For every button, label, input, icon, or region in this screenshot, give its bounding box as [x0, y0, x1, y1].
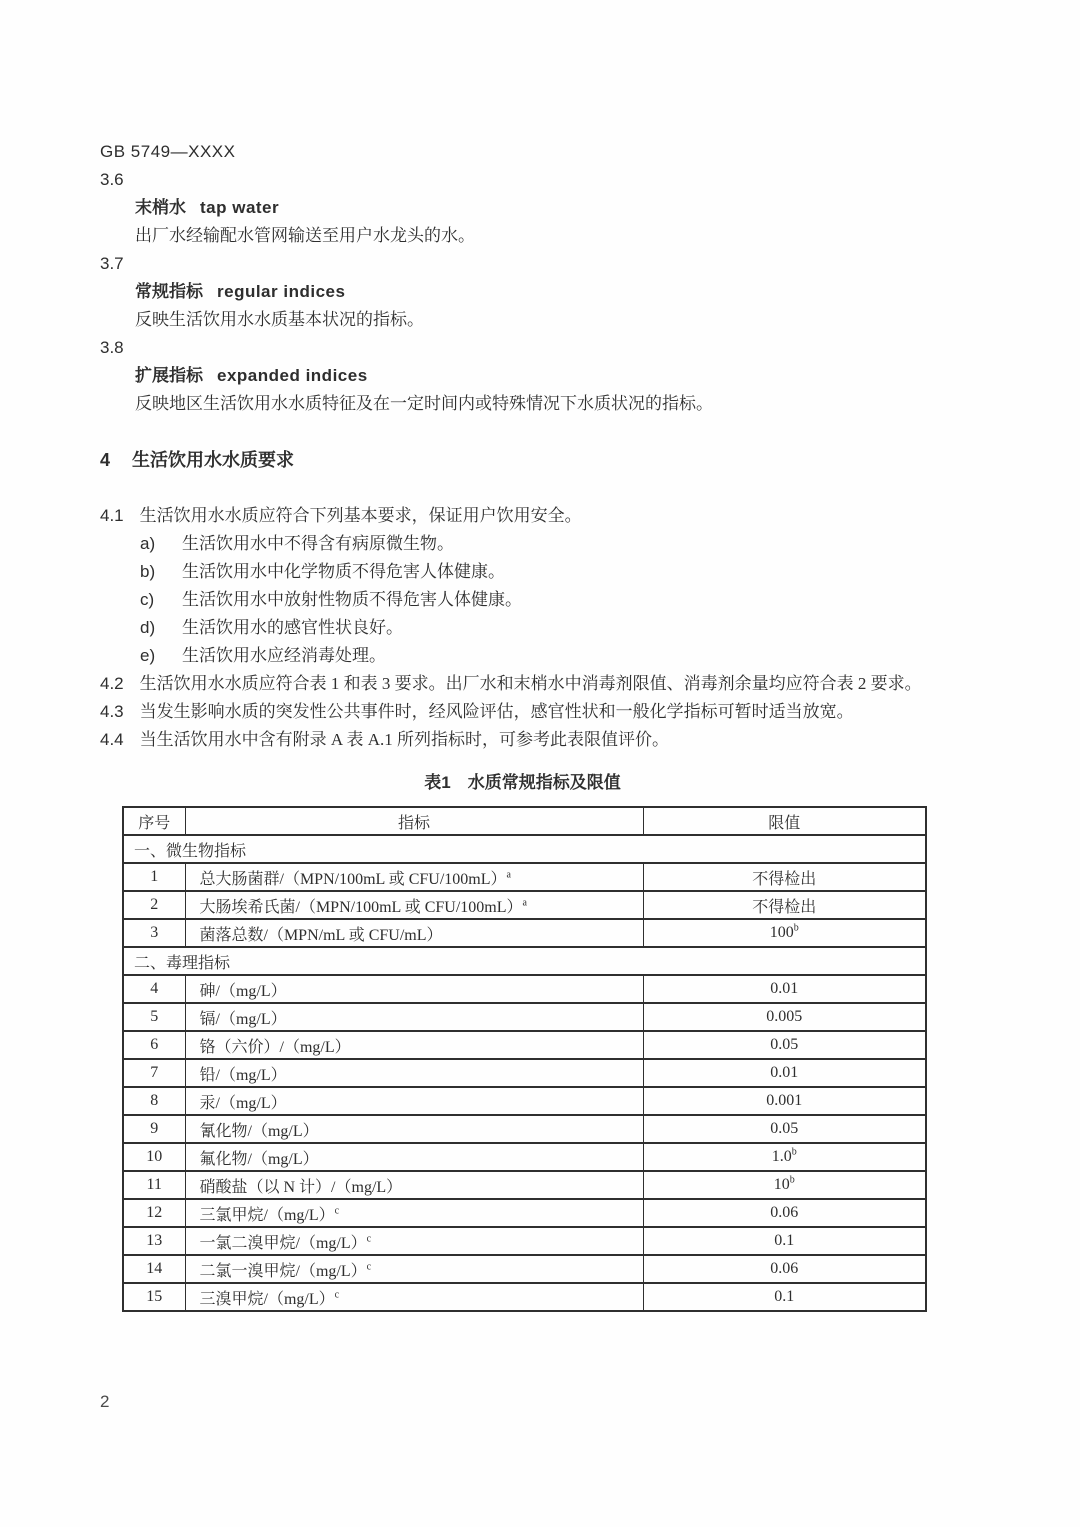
table-cell-indicator: 硝酸盐（以 N 计）/（mg/L） — [185, 1171, 643, 1199]
term-section-3-8 — [100, 334, 945, 418]
term-chinese: 末梢水 — [135, 198, 186, 217]
table-cell-indicator: 一氯二溴甲烷$/(mg/L)^c$ — [185, 1227, 643, 1255]
term-title — [100, 278, 945, 306]
table-section-label: 二、毒理指标 — [123, 947, 926, 975]
list-item — [100, 642, 945, 670]
term-chinese: 扩展指标 — [135, 366, 203, 385]
footnote-marker: c — [366, 1233, 372, 1245]
table-cell-limit: 10$^b$ — [643, 1171, 926, 1199]
table1-body — [123, 835, 926, 1311]
term-definition: 出厂水经输配水管网输送至用户水龙头的水。 — [135, 226, 475, 245]
table-title: 表1 水质常规指标及限值 — [424, 773, 621, 792]
table-row — [123, 1087, 926, 1115]
table-section-label: 一、微生物指标 — [123, 835, 926, 863]
footnote-marker: c — [334, 1205, 340, 1217]
term-english: regular indices — [217, 282, 346, 301]
footnote-marker: b — [791, 1146, 797, 1158]
table-row — [123, 1059, 926, 1087]
column-header-limit: 限值 — [643, 807, 926, 835]
table-cell-indicator: 铬（六价）/（mg/L） — [185, 1031, 643, 1059]
table-cell-indicator: 铅/（mg/L） — [185, 1059, 643, 1087]
clause-number: 4.4 — [100, 730, 124, 749]
requirement-list — [100, 530, 945, 670]
clause-number: 3.6 — [100, 170, 124, 189]
table-row — [123, 1031, 926, 1059]
term-title — [100, 362, 945, 390]
term-definition: 反映地区生活饮用水水质特征及在一定时间内或特殊情况下水质状况的指标。 — [135, 394, 713, 413]
list-item-text: 生活饮用水中化学物质不得危害人体健康。 — [182, 562, 505, 581]
table-cell-no: 6 — [123, 1031, 185, 1059]
clause-number: 4.2 — [100, 674, 124, 693]
clause-number: 3.7 — [100, 254, 124, 273]
list-item-label: d) — [140, 618, 156, 637]
table-cell-limit: 0.001 — [643, 1087, 926, 1115]
table-row — [123, 919, 926, 947]
table-cell-no: 7 — [123, 1059, 185, 1087]
clause-text: 当生活饮用水中含有附录 A 表 A.1 所列指标时，可参考此表限值评价。 — [139, 730, 670, 749]
table-cell-limit: 不得检出 — [643, 891, 926, 919]
term-title — [100, 194, 945, 222]
list-item-label: b) — [140, 562, 156, 581]
clause-number: 3.8 — [100, 338, 124, 357]
table-row — [123, 1143, 926, 1171]
list-item-text: 生活饮用水的感官性状良好。 — [182, 618, 403, 637]
list-item — [100, 558, 945, 586]
column-header-indicator: 指标 — [185, 807, 643, 835]
table-cell-limit: 100$^b$ — [643, 919, 926, 947]
term-english: expanded indices — [217, 366, 368, 385]
list-item — [100, 586, 945, 614]
term-definition: 反映生活饮用水水质基本状况的指标。 — [135, 310, 424, 329]
clause-number: 4.1 — [100, 506, 124, 525]
table-cell-limit: 0.005 — [643, 1003, 926, 1031]
table-row — [123, 975, 926, 1003]
table-cell-indicator: 三氯甲烷$/(mg/L)^c$ — [185, 1199, 643, 1227]
clause-4-3 — [100, 698, 945, 726]
table-cell-indicator: 二氯一溴甲烷$/(mg/L)^c$ — [185, 1255, 643, 1283]
section-number: 4 — [100, 450, 111, 470]
footnote-marker: a — [506, 869, 511, 881]
page-number: 2 — [100, 1392, 110, 1411]
clause-4-4 — [100, 726, 945, 754]
table-row — [123, 1115, 926, 1143]
table-row — [123, 1227, 926, 1255]
table-cell-no: 10 — [123, 1143, 185, 1171]
table-cell-limit: 0.01 — [643, 1059, 926, 1087]
table-cell-no: 1 — [123, 863, 185, 891]
term-section-3-7 — [100, 250, 945, 334]
table-cell-limit: 0.1 — [643, 1227, 926, 1255]
table-cell-no: 4 — [123, 975, 185, 1003]
table-row — [123, 1255, 926, 1283]
table-row — [123, 1199, 926, 1227]
table-cell-no: 2 — [123, 891, 185, 919]
table-cell-indicator: 汞/（mg/L） — [185, 1087, 643, 1115]
list-item-label: a) — [140, 534, 156, 553]
table-section-row — [123, 947, 926, 975]
list-item — [100, 530, 945, 558]
table-cell-indicator: 镉/（mg/L） — [185, 1003, 643, 1031]
footnote-marker: c — [334, 1289, 340, 1301]
table-cell-limit: 不得检出 — [643, 863, 926, 891]
clause-4-2 — [100, 670, 945, 698]
table-cell-no: 8 — [123, 1087, 185, 1115]
table-section-row — [123, 835, 926, 863]
table-cell-indicator: 菌落总数/（MPN/mL 或 CFU/mL） — [185, 919, 643, 947]
table-header-row — [123, 807, 926, 835]
table-cell-limit: 0.06 — [643, 1255, 926, 1283]
list-item-text: 生活饮用水中不得含有病原微生物。 — [182, 534, 454, 553]
table-cell-no: 5 — [123, 1003, 185, 1031]
list-item-text: 生活饮用水中放射性物质不得危害人体健康。 — [182, 590, 522, 609]
clause-text: 生活饮用水水质应符合下列基本要求，保证用户饮用安全。 — [139, 506, 582, 525]
table-cell-no: 15 — [123, 1283, 185, 1311]
list-item-label: c) — [140, 590, 155, 609]
clause-number: 4.3 — [100, 702, 124, 721]
list-item-text: 生活饮用水应经消毒处理。 — [182, 646, 386, 665]
table-cell-limit: 0.01 — [643, 975, 926, 1003]
list-item-label: e) — [140, 646, 156, 665]
clause-text: 当发生影响水质的突发性公共事件时，经风险评估，感官性状和一般化学指标可暂时适当放宽。 — [139, 702, 854, 721]
footnote-marker: b — [793, 922, 799, 934]
list-item — [100, 614, 945, 642]
table-cell-limit: 1.0$^b$ — [643, 1143, 926, 1171]
table-cell-limit: 0.1 — [643, 1283, 926, 1311]
table-cell-limit: 0.06 — [643, 1199, 926, 1227]
water-quality-table — [122, 806, 927, 1312]
footnote-marker: a — [522, 897, 527, 909]
table-cell-indicator: 总大肠菌群/（MPN/100mL 或 CFU/100mL）$^a$ — [185, 863, 643, 891]
term-section-3-6 — [100, 166, 945, 250]
table-cell-indicator: 大肠埃希氏菌/（MPN/100mL 或 CFU/100mL）$^a$ — [185, 891, 643, 919]
table-cell-limit: 0.05 — [643, 1115, 926, 1143]
table-cell-no: 14 — [123, 1255, 185, 1283]
clause-text: 生活饮用水水质应符合表 1 和表 3 要求。出厂水和末梢水中消毒剂限值、消毒剂余量均应符合表 2 要求。 — [139, 674, 922, 693]
table-cell-indicator: 氰化物/（mg/L） — [185, 1115, 643, 1143]
term-chinese: 常规指标 — [135, 282, 203, 301]
footnote-marker: c — [366, 1261, 372, 1273]
table-row — [123, 1003, 926, 1031]
column-header-no: 序号 — [123, 807, 185, 835]
table-cell-no: 12 — [123, 1199, 185, 1227]
table-row — [123, 891, 926, 919]
table-cell-limit: 0.05 — [643, 1031, 926, 1059]
table-row — [123, 863, 926, 891]
table-cell-indicator: 氟化物/（mg/L） — [185, 1143, 643, 1171]
section-heading — [100, 446, 945, 474]
footnote-marker: b — [789, 1174, 795, 1186]
table-cell-no: 11 — [123, 1171, 185, 1199]
term-english: tap water — [200, 198, 280, 217]
table-cell-no: 13 — [123, 1227, 185, 1255]
table-row — [123, 1171, 926, 1199]
section-title: 生活饮用水水质要求 — [132, 450, 295, 470]
clause-4-1 — [100, 502, 945, 530]
table-cell-no: 3 — [123, 919, 185, 947]
table-cell-no: 9 — [123, 1115, 185, 1143]
standard-reference: GB 5749—XXXX — [100, 142, 236, 161]
table-row — [123, 1283, 926, 1311]
table-cell-indicator: 三溴甲烷$/(mg/L)^c$ — [185, 1283, 643, 1311]
page-content — [100, 138, 945, 1312]
table-cell-indicator: 砷/（mg/L） — [185, 975, 643, 1003]
